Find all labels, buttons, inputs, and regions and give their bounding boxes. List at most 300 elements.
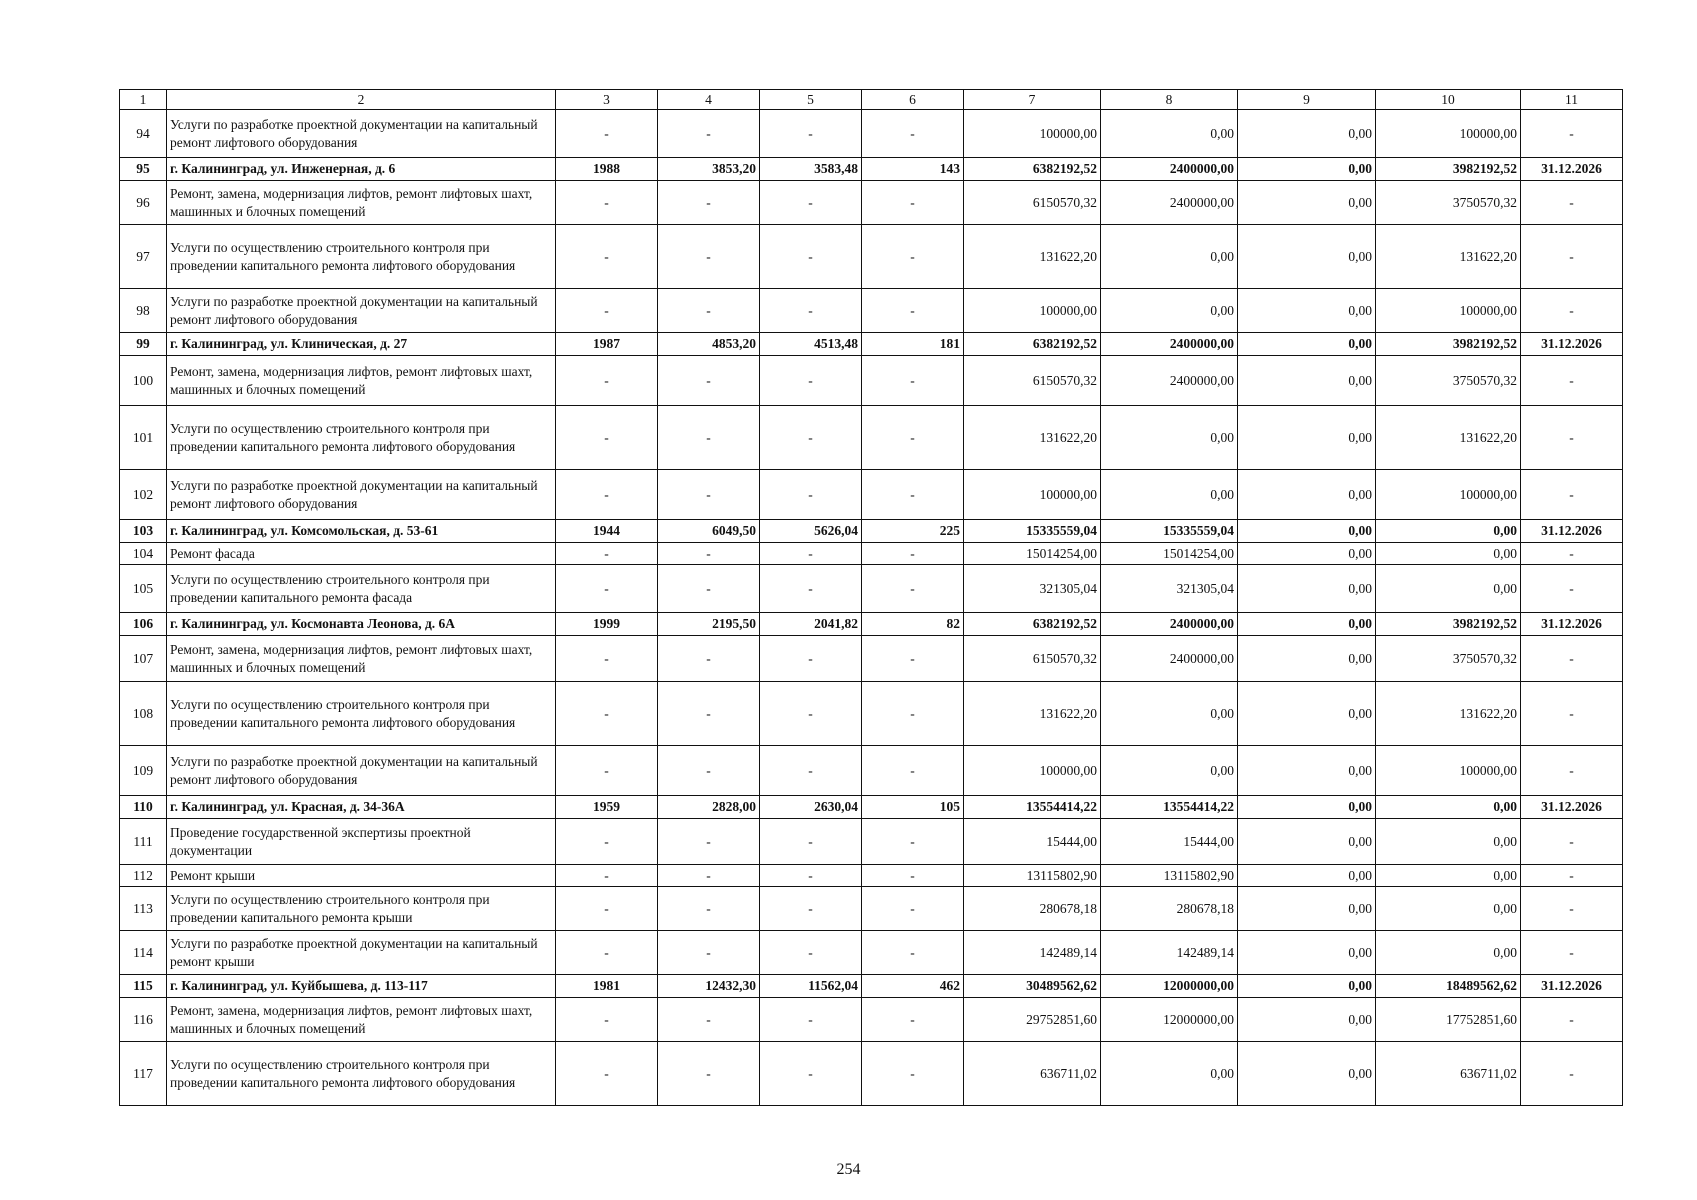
deadline-cell: -	[1521, 406, 1623, 470]
cost-source-a-cell: 0,00	[1101, 110, 1238, 158]
row-description: г. Калининград, ул. Клиническая, д. 27	[167, 333, 556, 356]
residents-cell: -	[862, 636, 964, 682]
work-item-row	[120, 819, 1623, 865]
cost-source-c-cell: 0,00	[1376, 565, 1521, 613]
row-number: 117	[120, 1042, 167, 1106]
residents-cell: -	[862, 746, 964, 796]
cost-source-b-cell: 0,00	[1238, 682, 1376, 746]
residents-cell: -	[862, 931, 964, 975]
deadline-cell: -	[1521, 225, 1623, 289]
cost-source-a-cell: 13554414,22	[1101, 796, 1238, 819]
residents-cell: -	[862, 682, 964, 746]
area-living-cell: -	[760, 289, 862, 333]
deadline-cell: 31.12.2026	[1521, 796, 1623, 819]
cost-source-c-cell: 0,00	[1376, 865, 1521, 887]
row-description: Ремонт фасада	[167, 543, 556, 565]
cost-source-b-cell: 0,00	[1238, 225, 1376, 289]
cost-source-a-cell: 0,00	[1101, 746, 1238, 796]
area-total-cell: -	[658, 887, 760, 931]
work-item-row	[120, 225, 1623, 289]
cost-source-b-cell: 0,00	[1238, 470, 1376, 520]
cost-source-b-cell: 0,00	[1238, 333, 1376, 356]
year-cell: 1944	[556, 520, 658, 543]
deadline-cell: -	[1521, 565, 1623, 613]
cost-source-b-cell: 0,00	[1238, 158, 1376, 181]
row-number: 98	[120, 289, 167, 333]
row-description: г. Калининград, ул. Инженерная, д. 6	[167, 158, 556, 181]
cost-source-b-cell: 0,00	[1238, 746, 1376, 796]
residents-cell: -	[862, 356, 964, 406]
row-description: Услуги по осуществлению строительного контроля при проведении капитального ремонта фасада	[167, 565, 556, 613]
column-header: 11	[1521, 90, 1623, 110]
cost-source-c-cell: 3982192,52	[1376, 613, 1521, 636]
area-living-cell: -	[760, 543, 862, 565]
page-number: 254	[836, 1161, 861, 1178]
row-number: 113	[120, 887, 167, 931]
cost-total-cell: 131622,20	[964, 225, 1101, 289]
row-description: Услуги по осуществлению строительного контроля при проведении капитального ремонта лифтового оборудования	[167, 406, 556, 470]
row-description: г. Калининград, ул. Куйбышева, д. 113-117	[167, 975, 556, 998]
area-living-cell: 5626,04	[760, 520, 862, 543]
area-living-cell: -	[760, 819, 862, 865]
year-cell: -	[556, 406, 658, 470]
row-number: 109	[120, 746, 167, 796]
column-header: 7	[964, 90, 1101, 110]
cost-source-a-cell: 2400000,00	[1101, 158, 1238, 181]
cost-total-cell: 6150570,32	[964, 356, 1101, 406]
row-description: Услуги по разработке проектной документации на капитальный ремонт лифтового оборудования	[167, 746, 556, 796]
column-header: 2	[167, 90, 556, 110]
year-cell: -	[556, 181, 658, 225]
row-description: Ремонт, замена, модернизация лифтов, ремонт лифтовых шахт, машинных и блочных помещений	[167, 636, 556, 682]
column-header: 8	[1101, 90, 1238, 110]
residents-cell: -	[862, 1042, 964, 1106]
residents-cell: -	[862, 225, 964, 289]
column-header: 3	[556, 90, 658, 110]
year-cell: -	[556, 887, 658, 931]
cost-source-a-cell: 2400000,00	[1101, 613, 1238, 636]
row-number: 103	[120, 520, 167, 543]
work-item-row	[120, 931, 1623, 975]
cost-total-cell: 280678,18	[964, 887, 1101, 931]
column-header: 4	[658, 90, 760, 110]
deadline-cell: -	[1521, 543, 1623, 565]
row-number: 116	[120, 998, 167, 1042]
cost-total-cell: 142489,14	[964, 931, 1101, 975]
column-number-row	[120, 90, 1623, 110]
year-cell: 1981	[556, 975, 658, 998]
residents-cell: -	[862, 543, 964, 565]
row-number: 110	[120, 796, 167, 819]
column-header: 10	[1376, 90, 1521, 110]
cost-total-cell: 131622,20	[964, 682, 1101, 746]
cost-total-cell: 636711,02	[964, 1042, 1101, 1106]
residents-cell: 462	[862, 975, 964, 998]
cost-source-a-cell: 2400000,00	[1101, 181, 1238, 225]
cost-total-cell: 15444,00	[964, 819, 1101, 865]
year-cell: -	[556, 998, 658, 1042]
deadline-cell: -	[1521, 356, 1623, 406]
area-living-cell: 4513,48	[760, 333, 862, 356]
area-total-cell: 2195,50	[658, 613, 760, 636]
cost-source-c-cell: 131622,20	[1376, 406, 1521, 470]
cost-total-cell: 100000,00	[964, 746, 1101, 796]
cost-total-cell: 6150570,32	[964, 636, 1101, 682]
area-living-cell: -	[760, 636, 862, 682]
row-number: 112	[120, 865, 167, 887]
address-row	[120, 520, 1623, 543]
cost-source-c-cell: 3750570,32	[1376, 636, 1521, 682]
deadline-cell: -	[1521, 819, 1623, 865]
row-description: г. Калининград, ул. Космонавта Леонова, д. 6А	[167, 613, 556, 636]
cost-source-a-cell: 0,00	[1101, 1042, 1238, 1106]
area-living-cell: -	[760, 470, 862, 520]
cost-total-cell: 6382192,52	[964, 333, 1101, 356]
year-cell: -	[556, 746, 658, 796]
cost-source-c-cell: 0,00	[1376, 520, 1521, 543]
residents-cell: -	[862, 819, 964, 865]
cost-source-b-cell: 0,00	[1238, 110, 1376, 158]
works-table	[119, 89, 1623, 1106]
cost-total-cell: 15335559,04	[964, 520, 1101, 543]
cost-source-c-cell: 3982192,52	[1376, 333, 1521, 356]
cost-source-b-cell: 0,00	[1238, 181, 1376, 225]
deadline-cell: -	[1521, 887, 1623, 931]
row-description: Ремонт крыши	[167, 865, 556, 887]
year-cell: -	[556, 682, 658, 746]
area-total-cell: -	[658, 746, 760, 796]
cost-total-cell: 13554414,22	[964, 796, 1101, 819]
cost-source-a-cell: 280678,18	[1101, 887, 1238, 931]
row-number: 114	[120, 931, 167, 975]
area-living-cell: -	[760, 181, 862, 225]
deadline-cell: 31.12.2026	[1521, 613, 1623, 636]
area-living-cell: -	[760, 356, 862, 406]
deadline-cell: -	[1521, 865, 1623, 887]
cost-source-a-cell: 2400000,00	[1101, 356, 1238, 406]
row-number: 99	[120, 333, 167, 356]
column-header: 5	[760, 90, 862, 110]
work-item-row	[120, 289, 1623, 333]
cost-total-cell: 6382192,52	[964, 158, 1101, 181]
cost-source-a-cell: 15444,00	[1101, 819, 1238, 865]
cost-source-c-cell: 18489562,62	[1376, 975, 1521, 998]
cost-total-cell: 100000,00	[964, 470, 1101, 520]
deadline-cell: -	[1521, 289, 1623, 333]
row-description: Услуги по разработке проектной документации на капитальный ремонт лифтового оборудования	[167, 470, 556, 520]
cost-total-cell: 100000,00	[964, 110, 1101, 158]
row-description: г. Калининград, ул. Комсомольская, д. 53-61	[167, 520, 556, 543]
row-description: Услуги по разработке проектной документации на капитальный ремонт крыши	[167, 931, 556, 975]
cost-total-cell: 6150570,32	[964, 181, 1101, 225]
area-total-cell: -	[658, 682, 760, 746]
row-number: 104	[120, 543, 167, 565]
area-total-cell: -	[658, 289, 760, 333]
year-cell: -	[556, 565, 658, 613]
area-living-cell: -	[760, 682, 862, 746]
work-item-row	[120, 470, 1623, 520]
deadline-cell: -	[1521, 998, 1623, 1042]
cost-source-b-cell: 0,00	[1238, 406, 1376, 470]
table-body	[120, 90, 1623, 1106]
cost-total-cell: 321305,04	[964, 565, 1101, 613]
residents-cell: -	[862, 998, 964, 1042]
year-cell: -	[556, 225, 658, 289]
deadline-cell: -	[1521, 1042, 1623, 1106]
area-total-cell: -	[658, 356, 760, 406]
column-header: 6	[862, 90, 964, 110]
cost-source-a-cell: 0,00	[1101, 225, 1238, 289]
row-number: 111	[120, 819, 167, 865]
area-total-cell: -	[658, 1042, 760, 1106]
area-total-cell: -	[658, 225, 760, 289]
cost-source-a-cell: 15014254,00	[1101, 543, 1238, 565]
cost-source-c-cell: 0,00	[1376, 819, 1521, 865]
cost-source-c-cell: 17752851,60	[1376, 998, 1521, 1042]
cost-total-cell: 30489562,62	[964, 975, 1101, 998]
cost-source-c-cell: 100000,00	[1376, 746, 1521, 796]
area-total-cell: 4853,20	[658, 333, 760, 356]
cost-total-cell: 15014254,00	[964, 543, 1101, 565]
row-number: 95	[120, 158, 167, 181]
area-living-cell: -	[760, 225, 862, 289]
year-cell: -	[556, 636, 658, 682]
cost-source-b-cell: 0,00	[1238, 636, 1376, 682]
deadline-cell: -	[1521, 636, 1623, 682]
cost-source-c-cell: 0,00	[1376, 931, 1521, 975]
row-description: Услуги по осуществлению строительного контроля при проведении капитального ремонта лифтового оборудования	[167, 1042, 556, 1106]
cost-source-b-cell: 0,00	[1238, 998, 1376, 1042]
deadline-cell: -	[1521, 931, 1623, 975]
cost-source-c-cell: 3750570,32	[1376, 181, 1521, 225]
residents-cell: -	[862, 470, 964, 520]
cost-source-b-cell: 0,00	[1238, 356, 1376, 406]
row-number: 101	[120, 406, 167, 470]
area-living-cell: -	[760, 998, 862, 1042]
cost-source-b-cell: 0,00	[1238, 887, 1376, 931]
work-item-row	[120, 746, 1623, 796]
residents-cell: 181	[862, 333, 964, 356]
row-description: г. Калининград, ул. Красная, д. 34-36А	[167, 796, 556, 819]
cost-source-c-cell: 100000,00	[1376, 289, 1521, 333]
row-description: Проведение государственной экспертизы проектной документации	[167, 819, 556, 865]
cost-source-c-cell: 0,00	[1376, 543, 1521, 565]
work-item-row	[120, 181, 1623, 225]
residents-cell: 82	[862, 613, 964, 636]
area-total-cell: 2828,00	[658, 796, 760, 819]
column-header: 1	[120, 90, 167, 110]
row-number: 107	[120, 636, 167, 682]
residents-cell: -	[862, 181, 964, 225]
cost-source-c-cell: 131622,20	[1376, 682, 1521, 746]
year-cell: -	[556, 865, 658, 887]
address-row	[120, 796, 1623, 819]
cost-source-c-cell: 0,00	[1376, 796, 1521, 819]
work-item-row	[120, 1042, 1623, 1106]
cost-source-c-cell: 131622,20	[1376, 225, 1521, 289]
area-living-cell: -	[760, 887, 862, 931]
work-item-row	[120, 682, 1623, 746]
work-item-row	[120, 406, 1623, 470]
year-cell: 1959	[556, 796, 658, 819]
row-number: 100	[120, 356, 167, 406]
cost-source-a-cell: 0,00	[1101, 406, 1238, 470]
area-total-cell: -	[658, 931, 760, 975]
row-number: 106	[120, 613, 167, 636]
row-description: Услуги по разработке проектной документации на капитальный ремонт лифтового оборудования	[167, 110, 556, 158]
year-cell: -	[556, 1042, 658, 1106]
year-cell: 1999	[556, 613, 658, 636]
row-description: Услуги по осуществлению строительного контроля при проведении капитального ремонта крыши	[167, 887, 556, 931]
row-number: 96	[120, 181, 167, 225]
cost-source-a-cell: 12000000,00	[1101, 998, 1238, 1042]
year-cell: -	[556, 931, 658, 975]
cost-source-c-cell: 3982192,52	[1376, 158, 1521, 181]
address-row	[120, 333, 1623, 356]
year-cell: 1988	[556, 158, 658, 181]
cost-source-a-cell: 0,00	[1101, 682, 1238, 746]
deadline-cell: -	[1521, 470, 1623, 520]
area-total-cell: -	[658, 543, 760, 565]
area-living-cell: 11562,04	[760, 975, 862, 998]
residents-cell: 105	[862, 796, 964, 819]
cost-source-c-cell: 0,00	[1376, 887, 1521, 931]
work-item-row	[120, 998, 1623, 1042]
year-cell: -	[556, 543, 658, 565]
work-item-row	[120, 636, 1623, 682]
cost-total-cell: 131622,20	[964, 406, 1101, 470]
residents-cell: -	[862, 406, 964, 470]
cost-source-a-cell: 0,00	[1101, 289, 1238, 333]
cost-source-b-cell: 0,00	[1238, 931, 1376, 975]
residents-cell: -	[862, 565, 964, 613]
area-living-cell: -	[760, 1042, 862, 1106]
year-cell: -	[556, 289, 658, 333]
column-header: 9	[1238, 90, 1376, 110]
row-description: Ремонт, замена, модернизация лифтов, ремонт лифтовых шахт, машинных и блочных помещений	[167, 181, 556, 225]
row-number: 108	[120, 682, 167, 746]
year-cell: -	[556, 819, 658, 865]
row-description: Услуги по осуществлению строительного контроля при проведении капитального ремонта лифтового оборудования	[167, 682, 556, 746]
deadline-cell: -	[1521, 746, 1623, 796]
row-number: 94	[120, 110, 167, 158]
cost-source-a-cell: 321305,04	[1101, 565, 1238, 613]
cost-total-cell: 6382192,52	[964, 613, 1101, 636]
cost-source-b-cell: 0,00	[1238, 289, 1376, 333]
cost-source-b-cell: 0,00	[1238, 520, 1376, 543]
address-row	[120, 158, 1623, 181]
year-cell: -	[556, 356, 658, 406]
deadline-cell: 31.12.2026	[1521, 975, 1623, 998]
area-total-cell: 12432,30	[658, 975, 760, 998]
work-item-row	[120, 356, 1623, 406]
cost-source-b-cell: 0,00	[1238, 865, 1376, 887]
area-living-cell: -	[760, 746, 862, 796]
area-total-cell: -	[658, 865, 760, 887]
deadline-cell: 31.12.2026	[1521, 520, 1623, 543]
area-total-cell: -	[658, 565, 760, 613]
cost-source-c-cell: 100000,00	[1376, 110, 1521, 158]
deadline-cell: 31.12.2026	[1521, 158, 1623, 181]
area-living-cell: -	[760, 865, 862, 887]
row-description: Ремонт, замена, модернизация лифтов, ремонт лифтовых шахт, машинных и блочных помещений	[167, 356, 556, 406]
cost-source-b-cell: 0,00	[1238, 565, 1376, 613]
deadline-cell: 31.12.2026	[1521, 333, 1623, 356]
area-living-cell: -	[760, 565, 862, 613]
residents-cell: -	[862, 289, 964, 333]
residents-cell: -	[862, 110, 964, 158]
cost-total-cell: 29752851,60	[964, 998, 1101, 1042]
area-total-cell: 3853,20	[658, 158, 760, 181]
area-total-cell: -	[658, 110, 760, 158]
area-total-cell: -	[658, 181, 760, 225]
cost-total-cell: 13115802,90	[964, 865, 1101, 887]
area-living-cell: 3583,48	[760, 158, 862, 181]
area-living-cell: -	[760, 110, 862, 158]
cost-source-b-cell: 0,00	[1238, 975, 1376, 998]
cost-source-a-cell: 13115802,90	[1101, 865, 1238, 887]
residents-cell: 143	[862, 158, 964, 181]
area-living-cell: 2041,82	[760, 613, 862, 636]
row-number: 105	[120, 565, 167, 613]
deadline-cell: -	[1521, 110, 1623, 158]
cost-source-b-cell: 0,00	[1238, 613, 1376, 636]
work-item-row	[120, 110, 1623, 158]
address-row	[120, 975, 1623, 998]
residents-cell: 225	[862, 520, 964, 543]
row-number: 97	[120, 225, 167, 289]
work-item-row	[120, 887, 1623, 931]
cost-source-c-cell: 100000,00	[1376, 470, 1521, 520]
row-number: 115	[120, 975, 167, 998]
area-total-cell: -	[658, 998, 760, 1042]
work-item-row	[120, 865, 1623, 887]
deadline-cell: -	[1521, 682, 1623, 746]
year-cell: 1987	[556, 333, 658, 356]
row-description: Ремонт, замена, модернизация лифтов, ремонт лифтовых шахт, машинных и блочных помещений	[167, 998, 556, 1042]
cost-total-cell: 100000,00	[964, 289, 1101, 333]
address-row	[120, 613, 1623, 636]
area-living-cell: 2630,04	[760, 796, 862, 819]
cost-source-b-cell: 0,00	[1238, 1042, 1376, 1106]
cost-source-b-cell: 0,00	[1238, 543, 1376, 565]
area-total-cell: -	[658, 636, 760, 682]
row-description: Услуги по осуществлению строительного контроля при проведении капитального ремонта лифтового оборудования	[167, 225, 556, 289]
cost-source-a-cell: 12000000,00	[1101, 975, 1238, 998]
area-total-cell: -	[658, 470, 760, 520]
cost-source-a-cell: 2400000,00	[1101, 333, 1238, 356]
area-living-cell: -	[760, 406, 862, 470]
deadline-cell: -	[1521, 181, 1623, 225]
year-cell: -	[556, 470, 658, 520]
cost-source-c-cell: 636711,02	[1376, 1042, 1521, 1106]
area-living-cell: -	[760, 931, 862, 975]
area-total-cell: -	[658, 819, 760, 865]
residents-cell: -	[862, 865, 964, 887]
year-cell: -	[556, 110, 658, 158]
cost-source-c-cell: 3750570,32	[1376, 356, 1521, 406]
row-number: 102	[120, 470, 167, 520]
cost-source-b-cell: 0,00	[1238, 819, 1376, 865]
work-item-row	[120, 565, 1623, 613]
area-total-cell: 6049,50	[658, 520, 760, 543]
cost-source-a-cell: 0,00	[1101, 470, 1238, 520]
cost-source-a-cell: 2400000,00	[1101, 636, 1238, 682]
cost-source-b-cell: 0,00	[1238, 796, 1376, 819]
work-item-row	[120, 543, 1623, 565]
residents-cell: -	[862, 887, 964, 931]
cost-source-a-cell: 142489,14	[1101, 931, 1238, 975]
